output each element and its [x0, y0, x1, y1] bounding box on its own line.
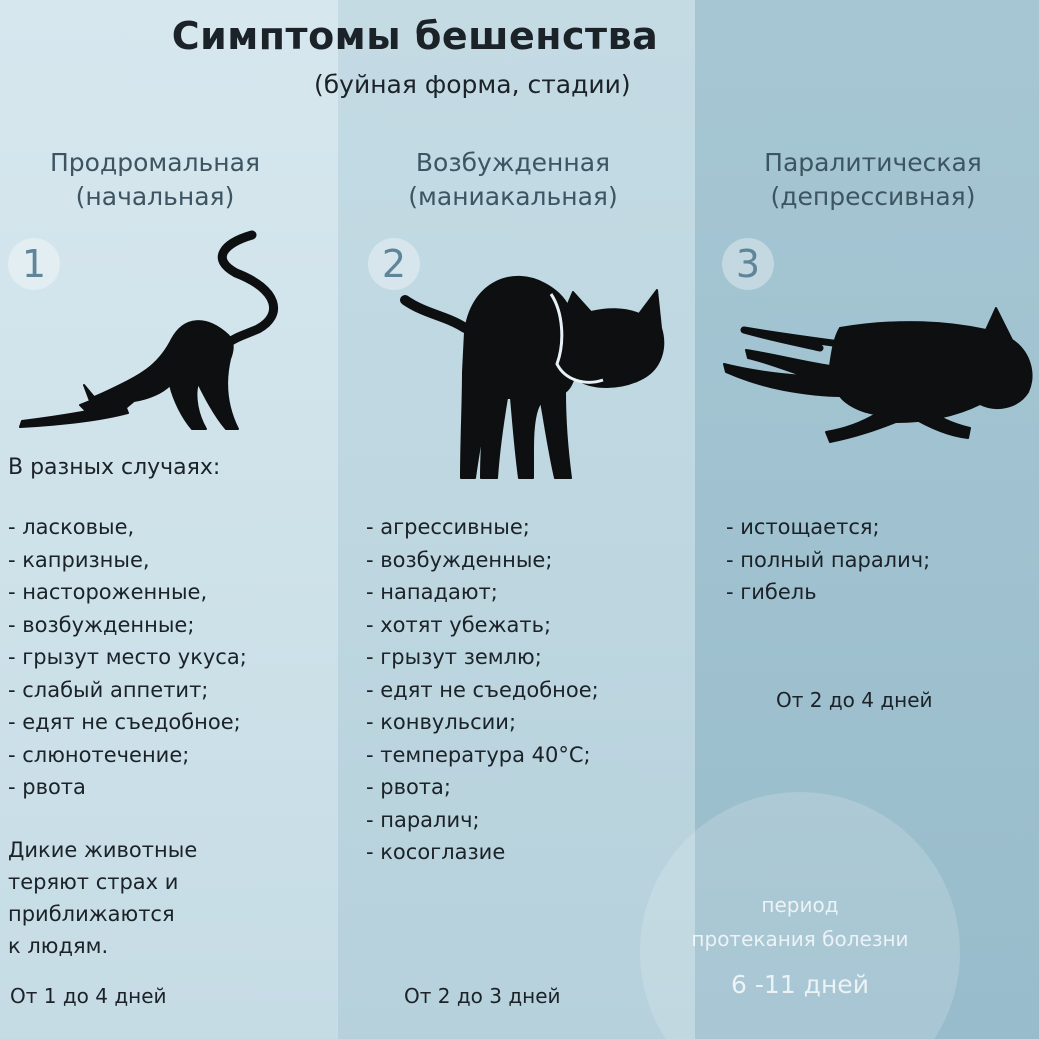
list-item: - грызут место укуса; [8, 645, 247, 669]
stage-2-duration: От 2 до 3 дней [404, 984, 561, 1008]
stage-2-symptoms [366, 511, 599, 869]
period-label-2: протекания болезни [691, 927, 909, 951]
section-heading: В разных случаях: [8, 455, 221, 480]
list-item: - истощается; [726, 515, 880, 539]
stage-2-title: Возбужденная [415, 148, 611, 177]
list-item: - температура 40°С; [366, 742, 591, 767]
note-line: к людям. [8, 934, 109, 958]
list-item: - хотят убежать; [366, 612, 552, 637]
stage-3-symptoms [726, 511, 930, 609]
note-line: теряют страх и [8, 870, 179, 894]
stage-3-number: 3 [722, 238, 774, 290]
stage-3-subtitle: (депрессивная) [770, 182, 976, 211]
stage-1-number: 1 [8, 238, 60, 290]
stage-3-title: Паралитическая [764, 148, 982, 177]
stretching-cat-icon [14, 225, 314, 435]
note-line: Дикие животные [8, 838, 198, 862]
list-item: - грызут землю; [366, 645, 542, 669]
period-duration: 6 -11 дней [731, 970, 869, 999]
list-item: - слабый аппетит; [8, 677, 209, 702]
list-item: - гибель [726, 580, 817, 604]
list-item: - рвота; [366, 775, 451, 799]
stage-1-title: Продромальная [49, 148, 260, 177]
list-item: - капризные, [8, 547, 150, 572]
list-item: - возбужденные; [366, 547, 553, 572]
list-item: - паралич; [366, 807, 480, 832]
page-subtitle: (буйная форма, стадии) [314, 70, 631, 99]
stage-2-subtitle: (маниакальная) [408, 182, 618, 211]
list-item: - нападают; [366, 580, 498, 604]
note-line: приближаются [8, 902, 175, 926]
list-item: - едят не съедобное; [8, 710, 241, 734]
stage-3-name [718, 146, 1028, 214]
stage-1-name [0, 146, 310, 214]
list-item: - косоглазие [366, 840, 506, 864]
stage-2-name [358, 146, 668, 214]
stage-3-duration: От 2 до 4 дней [776, 688, 933, 712]
list-item: - полный паралич; [726, 547, 931, 572]
stage-1-symptoms [8, 511, 247, 804]
lying-cat-icon [700, 300, 1039, 460]
stage-2-number: 2 [368, 238, 420, 290]
list-item: - рвота [8, 775, 86, 799]
list-item: - настороженные, [8, 580, 208, 604]
list-item: - ласковые, [8, 515, 135, 539]
page-title: Симптомы бешенства [171, 14, 659, 58]
stage-1-subtitle: (начальная) [75, 182, 235, 211]
list-item: - конвульсии; [366, 710, 517, 734]
arched-cat-icon [395, 252, 670, 484]
stage-1-duration: От 1 до 4 дней [10, 984, 167, 1008]
list-item: - едят не съедобное; [366, 677, 599, 702]
list-item: - возбужденные; [8, 612, 195, 637]
period-label: период [761, 893, 839, 917]
list-item: - агрессивные; [366, 515, 530, 539]
wild-animals-note [8, 834, 308, 962]
list-item: - слюнотечение; [8, 742, 190, 767]
